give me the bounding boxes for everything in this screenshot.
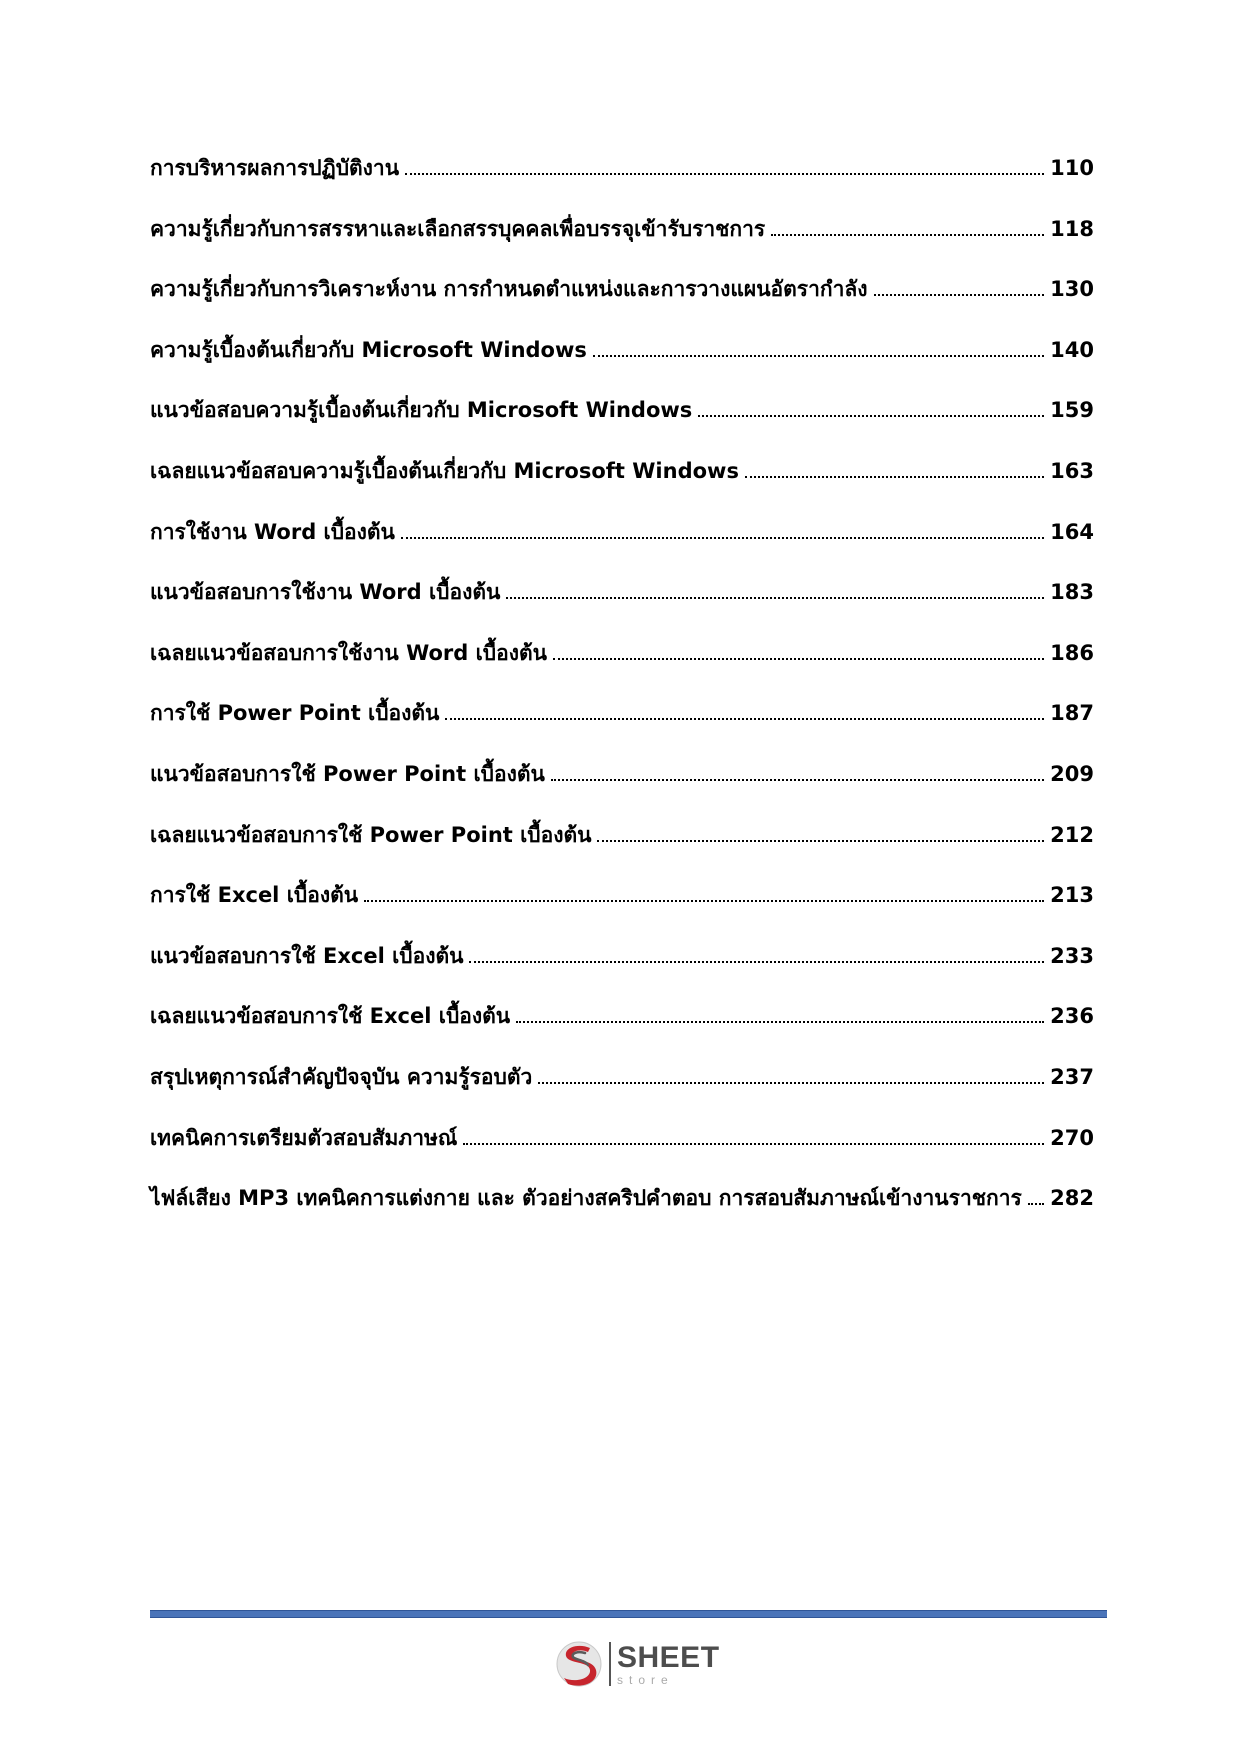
logo-wordmark [617,1640,720,1687]
toc-entry-title: แนวข้อสอบการใช้งาน Word เบื้องต้น [150,580,501,605]
toc-entry-page: 270 [1050,1125,1094,1150]
toc-leader-dots [551,779,1044,781]
toc-leader-dots [364,900,1044,902]
toc-leader-dots [463,1143,1044,1145]
toc-entry [150,940,1094,1001]
toc-entry [150,1182,1094,1243]
toc-leader-dots [506,597,1044,599]
toc-entry-page: 164 [1050,519,1094,544]
toc-leader-dots [1028,1203,1044,1205]
logo-separator [609,1642,611,1686]
toc-entry-page: 209 [1050,761,1094,786]
toc-entry-page: 187 [1050,701,1094,726]
toc-entry [150,273,1094,334]
toc-entry-page: 159 [1050,398,1094,423]
logo-word: SHEET [617,1640,720,1674]
toc-entry-title: เทคนิคการเตรียมตัวสอบสัมภาษณ์ [150,1125,458,1150]
toc-entry-title: แนวข้อสอบการใช้ Excel เบื้องต้น [150,943,464,968]
toc-leader-dots [874,294,1045,296]
toc-entry-title: การบริหารผลการปฏิบัติงาน [150,156,400,180]
sheet-store-s-icon [555,1638,603,1690]
toc-leader-dots [538,1082,1044,1084]
toc-entry-page: 130 [1050,277,1094,302]
toc-leader-dots [445,718,1044,720]
logo-subword: store [617,1672,674,1687]
toc-entry-page: 233 [1050,943,1094,968]
toc-entry-page: 186 [1050,640,1094,665]
toc-entry-title: การใช้ Power Point เบื้องต้น [150,701,440,726]
toc-entry-page: 282 [1050,1186,1094,1211]
toc-leader-dots [597,840,1044,842]
toc-entry [150,1061,1094,1122]
toc-entry [150,819,1094,880]
toc-leader-dots [516,1021,1044,1023]
toc-entry [150,1000,1094,1061]
toc-entry-page: 110 [1050,156,1094,180]
toc-leader-dots [771,234,1044,236]
toc-entry-page: 140 [1050,337,1094,362]
toc-entry-title: เฉลยแนวข้อสอบการใช้ Excel เบื้องต้น [150,1004,511,1029]
toc-leader-dots [553,658,1044,660]
toc-leader-dots [401,537,1044,539]
toc-entry [150,334,1094,395]
toc-entry-title: เฉลยแนวข้อสอบการใช้งาน Word เบื้องต้น [150,640,547,665]
toc-entry [150,758,1094,819]
toc-entry-title: เฉลยแนวข้อสอบการใช้ Power Point เบื้องต้น [150,822,592,847]
toc-entry-title: ความรู้เบื้องต้นเกี่ยวกับ Microsoft Windows [150,337,587,362]
toc-entry [150,394,1094,455]
toc-entry-title: ไฟล์เสียง MP3 เทคนิคการแต่งกาย และ ตัวอย่างสคริปคำตอบ การสอบสัมภาษณ์เข้างานราชการ [150,1186,1022,1211]
toc-leader-dots [469,961,1044,963]
toc-entry [150,1122,1094,1183]
toc-entry-title: ความรู้เกี่ยวกับการสรรหาและเลือกสรรบุคคลเพื่อบรรจุเข้ารับราชการ [150,216,766,241]
toc-entry-title: แนวข้อสอบการใช้ Power Point เบื้องต้น [150,761,545,786]
toc-entry-page: 212 [1050,822,1094,847]
toc-entry-title: ความรู้เกี่ยวกับการวิเคราะห์งาน การกำหนดตำแหน่งและการวางแผนอัตรากำลัง [150,277,868,302]
footer-divider [150,1610,1107,1618]
toc-entry [150,455,1094,516]
toc-entry-title: การใช้ Excel เบื้องต้น [150,883,359,908]
toc-leader-dots [593,355,1044,357]
toc-entry-page: 213 [1050,883,1094,908]
toc-entry [150,697,1094,758]
toc-entry [150,516,1094,577]
toc-entry-page: 163 [1050,458,1094,483]
toc-entry [150,879,1094,940]
toc-entry-title: แนวข้อสอบความรู้เบื้องต้นเกี่ยวกับ Microsoft Windows [150,398,693,423]
toc-entry-page: 118 [1050,216,1094,241]
toc-entry-title: เฉลยแนวข้อสอบความรู้เบื้องต้นเกี่ยวกับ Microsoft Windows [150,458,739,483]
toc-entry [150,213,1094,274]
table-of-contents [150,152,1094,1243]
toc-leader-dots [745,476,1044,478]
toc-leader-dots [405,173,1044,175]
toc-entry-title: การใช้งาน Word เบื้องต้น [150,519,395,544]
sheet-store-logo [555,1636,720,1692]
toc-leader-dots [698,415,1044,417]
toc-entry [150,637,1094,698]
toc-entry-title: สรุปเหตุการณ์สำคัญปัจจุบัน ความรู้รอบตัว [150,1064,533,1089]
toc-entry-page: 183 [1050,580,1094,605]
toc-entry [150,576,1094,637]
toc-entry [150,152,1094,213]
toc-entry-page: 236 [1050,1004,1094,1029]
toc-entry-page: 237 [1050,1064,1094,1089]
